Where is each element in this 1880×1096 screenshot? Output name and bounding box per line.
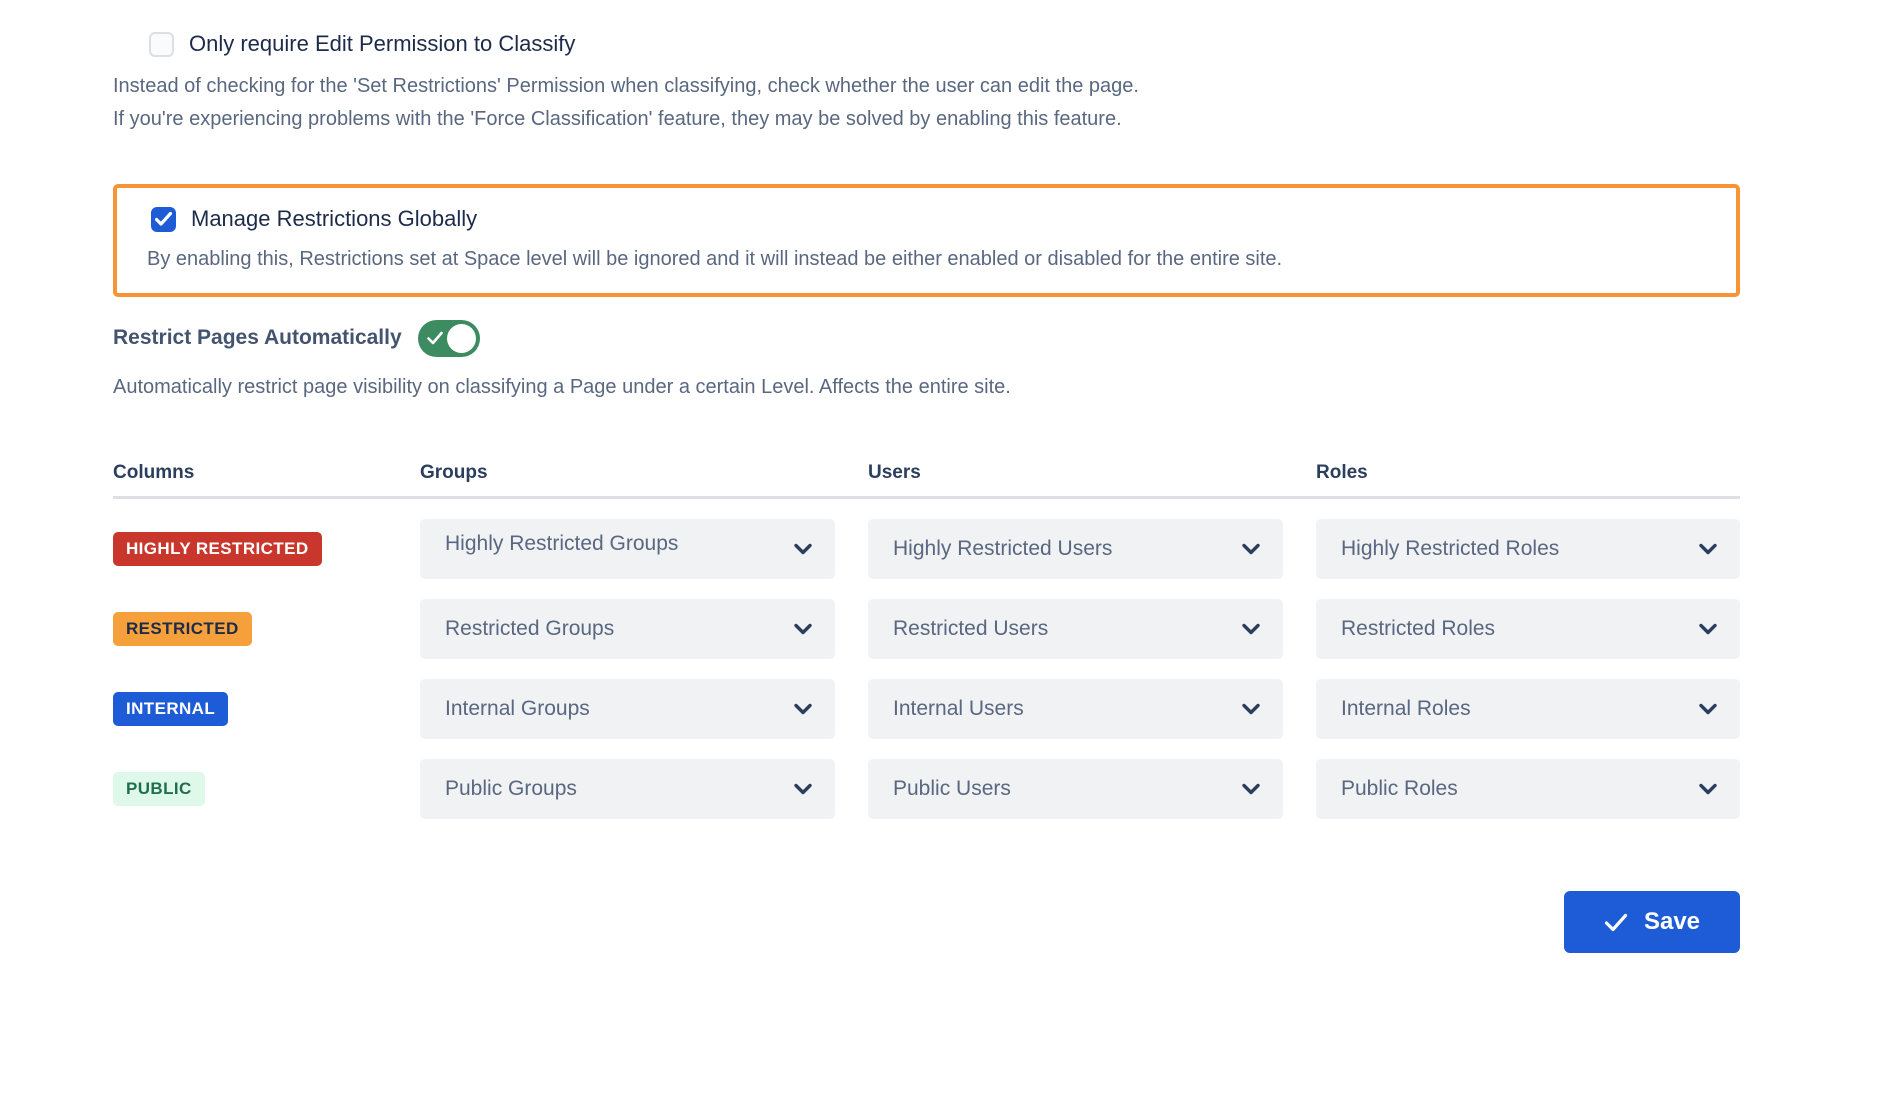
save-row: [113, 891, 1740, 953]
dropdown-value: Restricted Roles: [1341, 617, 1496, 640]
dropdown-value: Restricted Users: [893, 617, 1049, 640]
only-edit-permission-description: [113, 70, 1740, 136]
public-users-dropdown[interactable]: [868, 759, 1283, 819]
highly-restricted-users-dropdown[interactable]: [868, 519, 1283, 579]
chevron-down-icon: [793, 622, 813, 636]
only-edit-permission-checkbox[interactable]: [149, 32, 174, 57]
restricted-users-dropdown[interactable]: [868, 599, 1283, 659]
level-badge-cell: [113, 532, 387, 566]
internal-users-dropdown[interactable]: [868, 679, 1283, 739]
dropdown-value: Restricted Groups: [445, 617, 615, 640]
chevron-down-icon: [1698, 542, 1718, 556]
column-header-columns: Columns: [113, 462, 195, 483]
table-row: [113, 599, 1740, 659]
public-roles-dropdown[interactable]: [1316, 759, 1740, 819]
dropdown-value: Public Roles: [1341, 777, 1458, 800]
chevron-down-icon: [793, 542, 813, 556]
highly-restricted-badge: HIGHLY RESTRICTED: [113, 532, 322, 566]
level-badge-cell: [113, 612, 387, 646]
toggle-knob: [447, 324, 476, 353]
table-row: [113, 679, 1740, 739]
restricted-groups-dropdown[interactable]: [420, 599, 835, 659]
dropdown-value: Highly Restricted Groups: [445, 532, 679, 555]
column-header-users: Users: [868, 462, 921, 483]
restriction-levels-table: [113, 462, 1740, 819]
description-line: If you're experiencing problems with the 'Force Classification' feature, they may be solved by enabling this feature.: [113, 108, 1122, 130]
chevron-down-icon: [1241, 542, 1261, 556]
public-groups-dropdown[interactable]: [420, 759, 835, 819]
manage-restrictions-checkbox[interactable]: [151, 207, 176, 232]
column-header-groups: Groups: [420, 462, 488, 483]
chevron-down-icon: [1698, 702, 1718, 716]
restrict-pages-row: [113, 319, 1740, 357]
dropdown-value: Public Groups: [445, 777, 577, 800]
column-header-roles: Roles: [1316, 462, 1368, 483]
level-badge-cell: [113, 692, 387, 726]
chevron-down-icon: [793, 702, 813, 716]
chevron-down-icon: [1698, 622, 1718, 636]
only-edit-permission-label: Only require Edit Permission to Classify: [189, 31, 576, 56]
internal-groups-dropdown[interactable]: [420, 679, 835, 739]
description-line: Instead of checking for the 'Set Restrictions' Permission when classifying, check whether the user can edit the page.: [113, 75, 1139, 97]
highly-restricted-roles-dropdown[interactable]: [1316, 519, 1740, 579]
save-button[interactable]: [1564, 891, 1740, 953]
level-badge-cell: [113, 772, 387, 806]
chevron-down-icon: [793, 782, 813, 796]
manage-restrictions-description: By enabling this, Restrictions set at Space level will be ignored and it will instead be either enabled or disabled for the entire site.: [147, 248, 1283, 270]
save-check-icon: [1604, 913, 1628, 932]
table-row: [113, 519, 1740, 579]
chevron-down-icon: [1241, 782, 1261, 796]
dropdown-value: Internal Roles: [1341, 697, 1471, 720]
restrict-pages-toggle[interactable]: [418, 320, 480, 357]
manage-restrictions-row: [147, 205, 1710, 233]
only-edit-permission-row: [113, 30, 1740, 58]
manage-restrictions-highlight-box: [113, 184, 1740, 297]
dropdown-value: Highly Restricted Users: [893, 537, 1113, 560]
restrict-pages-description: Automatically restrict page visibility on classifying a Page under a certain Level. Affects the entire site.: [113, 376, 1011, 398]
chevron-down-icon: [1241, 622, 1261, 636]
highly-restricted-groups-dropdown[interactable]: [420, 519, 835, 579]
dropdown-value: Internal Users: [893, 697, 1024, 720]
chevron-down-icon: [1241, 702, 1261, 716]
restricted-roles-dropdown[interactable]: [1316, 599, 1740, 659]
toggle-check-icon: [426, 329, 444, 347]
dropdown-value: Public Users: [893, 777, 1011, 800]
manage-restrictions-label: Manage Restrictions Globally: [191, 206, 478, 231]
save-button-label: Save: [1643, 908, 1701, 935]
chevron-down-icon: [1698, 782, 1718, 796]
internal-roles-dropdown[interactable]: [1316, 679, 1740, 739]
dropdown-value: Internal Groups: [445, 697, 590, 720]
settings-content: [113, 0, 1740, 953]
restrict-pages-label: Restrict Pages Automatically: [113, 326, 402, 349]
public-badge: PUBLIC: [113, 772, 205, 806]
table-header-row: [113, 462, 1740, 499]
table-row: [113, 759, 1740, 819]
check-icon: [155, 212, 172, 226]
restricted-badge: RESTRICTED: [113, 612, 252, 646]
internal-badge: INTERNAL: [113, 692, 228, 726]
dropdown-value: Highly Restricted Roles: [1341, 537, 1560, 560]
